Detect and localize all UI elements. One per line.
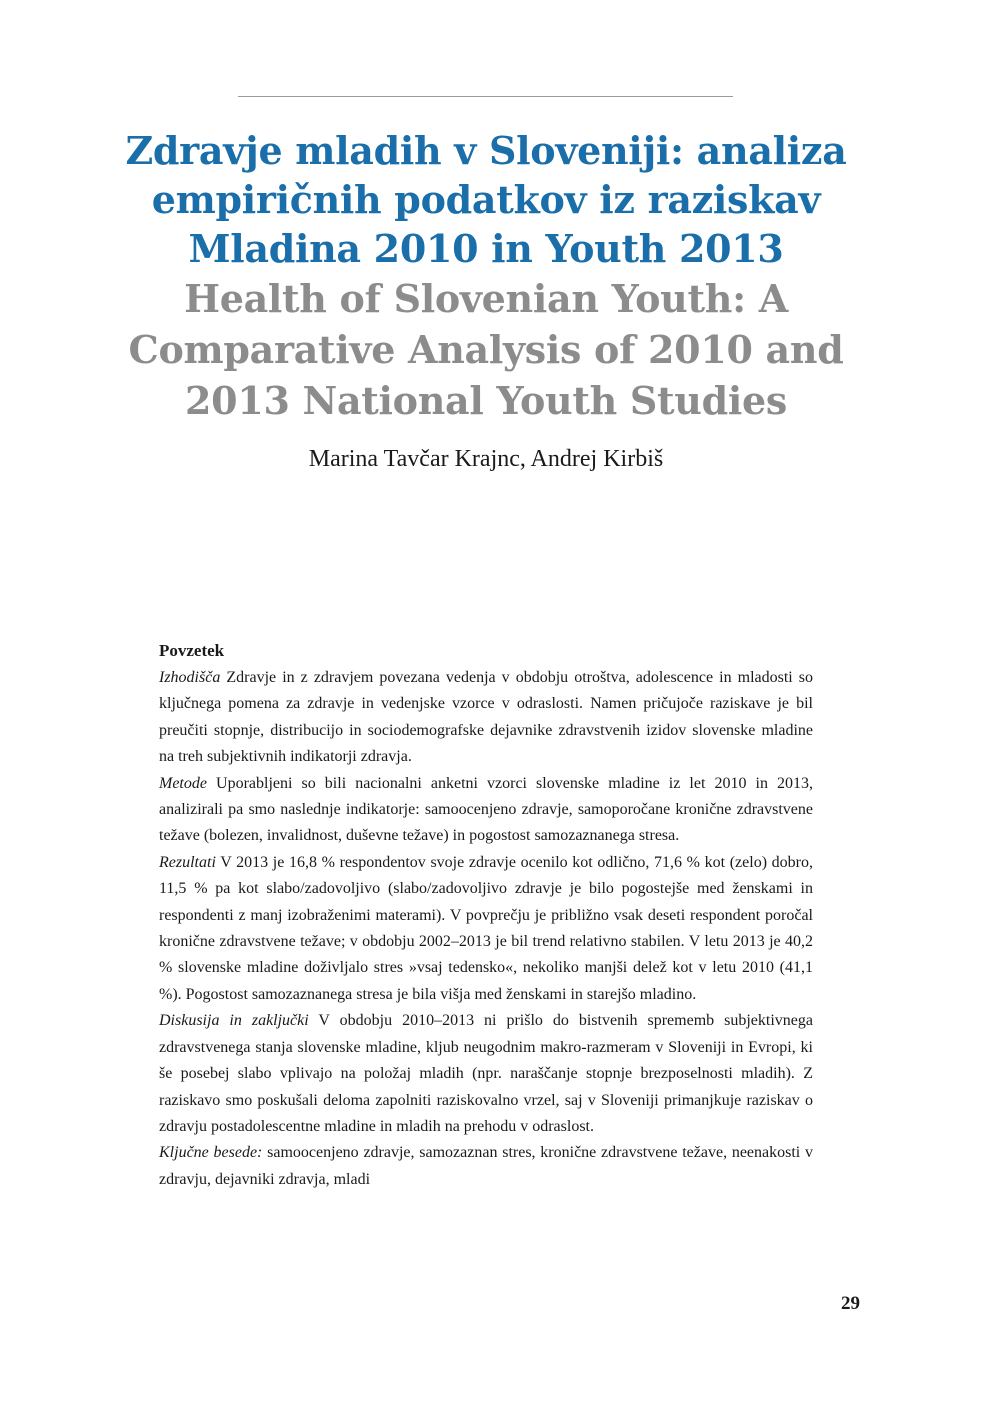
- abstract-section-keywords: [159, 1140, 813, 1193]
- page-number: 29: [841, 1293, 860, 1314]
- section-label: Ključne besede:: [159, 1144, 263, 1162]
- authors: Marina Tavčar Krajnc, Andrej Kirbiš: [308, 446, 664, 472]
- top-divider: [238, 96, 733, 97]
- abstract-section-discussion: [159, 1008, 813, 1140]
- section-text: V obdobju 2010–2013 ni prišlo do bistvenih sprememb subjektivnega zdravstvenega stanja slovenske mladine, kljub neugodnim makro-razmeram v Sloveniji in Evropi, ki še posebej slabo vplivajo na položaj mladih (npr. naraščanje stopnje brezposelnosti mladih). Z raziskavo smo poskušali deloma zapolniti raziskovalno vrzel, saj v Sloveniji primanjkuje raziskav o zdravju postadolescentne mladine in mladih na prehodu v odraslost.: [159, 1012, 813, 1135]
- section-label: Izhodišča: [159, 669, 221, 686]
- section-text: V 2013 je 16,8 % respondentov svoje zdravje ocenilo kot odlično, 71,6 % kot (zelo) dobro, 11,5 % pa kot slabo/zadovoljivo (slabo/zadovoljivo zdravje je bilo pogostejše med ženskami in respondenti z manj izobraženimi materami). V povprečju je približno vsak deseti respondent poročal kronične zdravstvene težave; v obdobju 2002–2013 je bil trend relativno stabilen. V letu 2013 je 40,2 % slovenske mladine doživljalo stres »vsaj tedensko«, nekoliko manjši delež kot v letu 2010 (41,1 %). Pogostost samozaznanega stresa je bila višja med ženskami in starejšo mladino.: [159, 853, 813, 1003]
- abstract-section-background: [159, 665, 813, 771]
- abstract-heading: Povzetek: [159, 641, 225, 660]
- section-text: Uporabljeni so bili nacionalni anketni vzorci slovenske mladine iz let 2010 in 2013, analizirali pa smo naslednje indikatorje: samoocenjeno zdravje, samoporočane kronične zdravstvene težave (bolezen, invalidnost, duševne težave) in pogostost samozaznanega stresa.: [159, 774, 814, 845]
- section-text: samoocenjeno zdravje, samozaznan stres, kronične zdravstvene težave, neenakosti v zdravju, dejavniki zdravja, mladi: [159, 1144, 814, 1188]
- section-text: Zdravje in z zdravjem povezana vedenja v obdobju otroštva, adolescence in mladosti so ključnega pomena za zdravje in vedenjske vzorce v odraslosti. Namen pričujoče raziskave je bil preučiti stopnje, distribucijo in sociodemografske dejavnike zdravstvenih izidov slovenske mladine na treh subjektivnih indikatorji zdravja.: [159, 669, 814, 766]
- abstract-section-results: [159, 850, 813, 1008]
- title-block: [100, 126, 872, 426]
- abstract: [159, 637, 813, 1193]
- section-label: Diskusija in zaključki: [159, 1012, 309, 1030]
- section-label: Metode: [159, 774, 207, 792]
- title-english: Health of Slovenian Youth: A Comparative Analysis of 2010 and 2013 National Youth Studies: [128, 276, 844, 423]
- section-label: Rezultati: [159, 853, 216, 871]
- title-slovenian: Zdravje mladih v Sloveniji: analiza empiričnih podatkov iz raziskav Mladina 2010 in Youth 2013: [125, 128, 847, 271]
- abstract-section-methods: [159, 771, 813, 850]
